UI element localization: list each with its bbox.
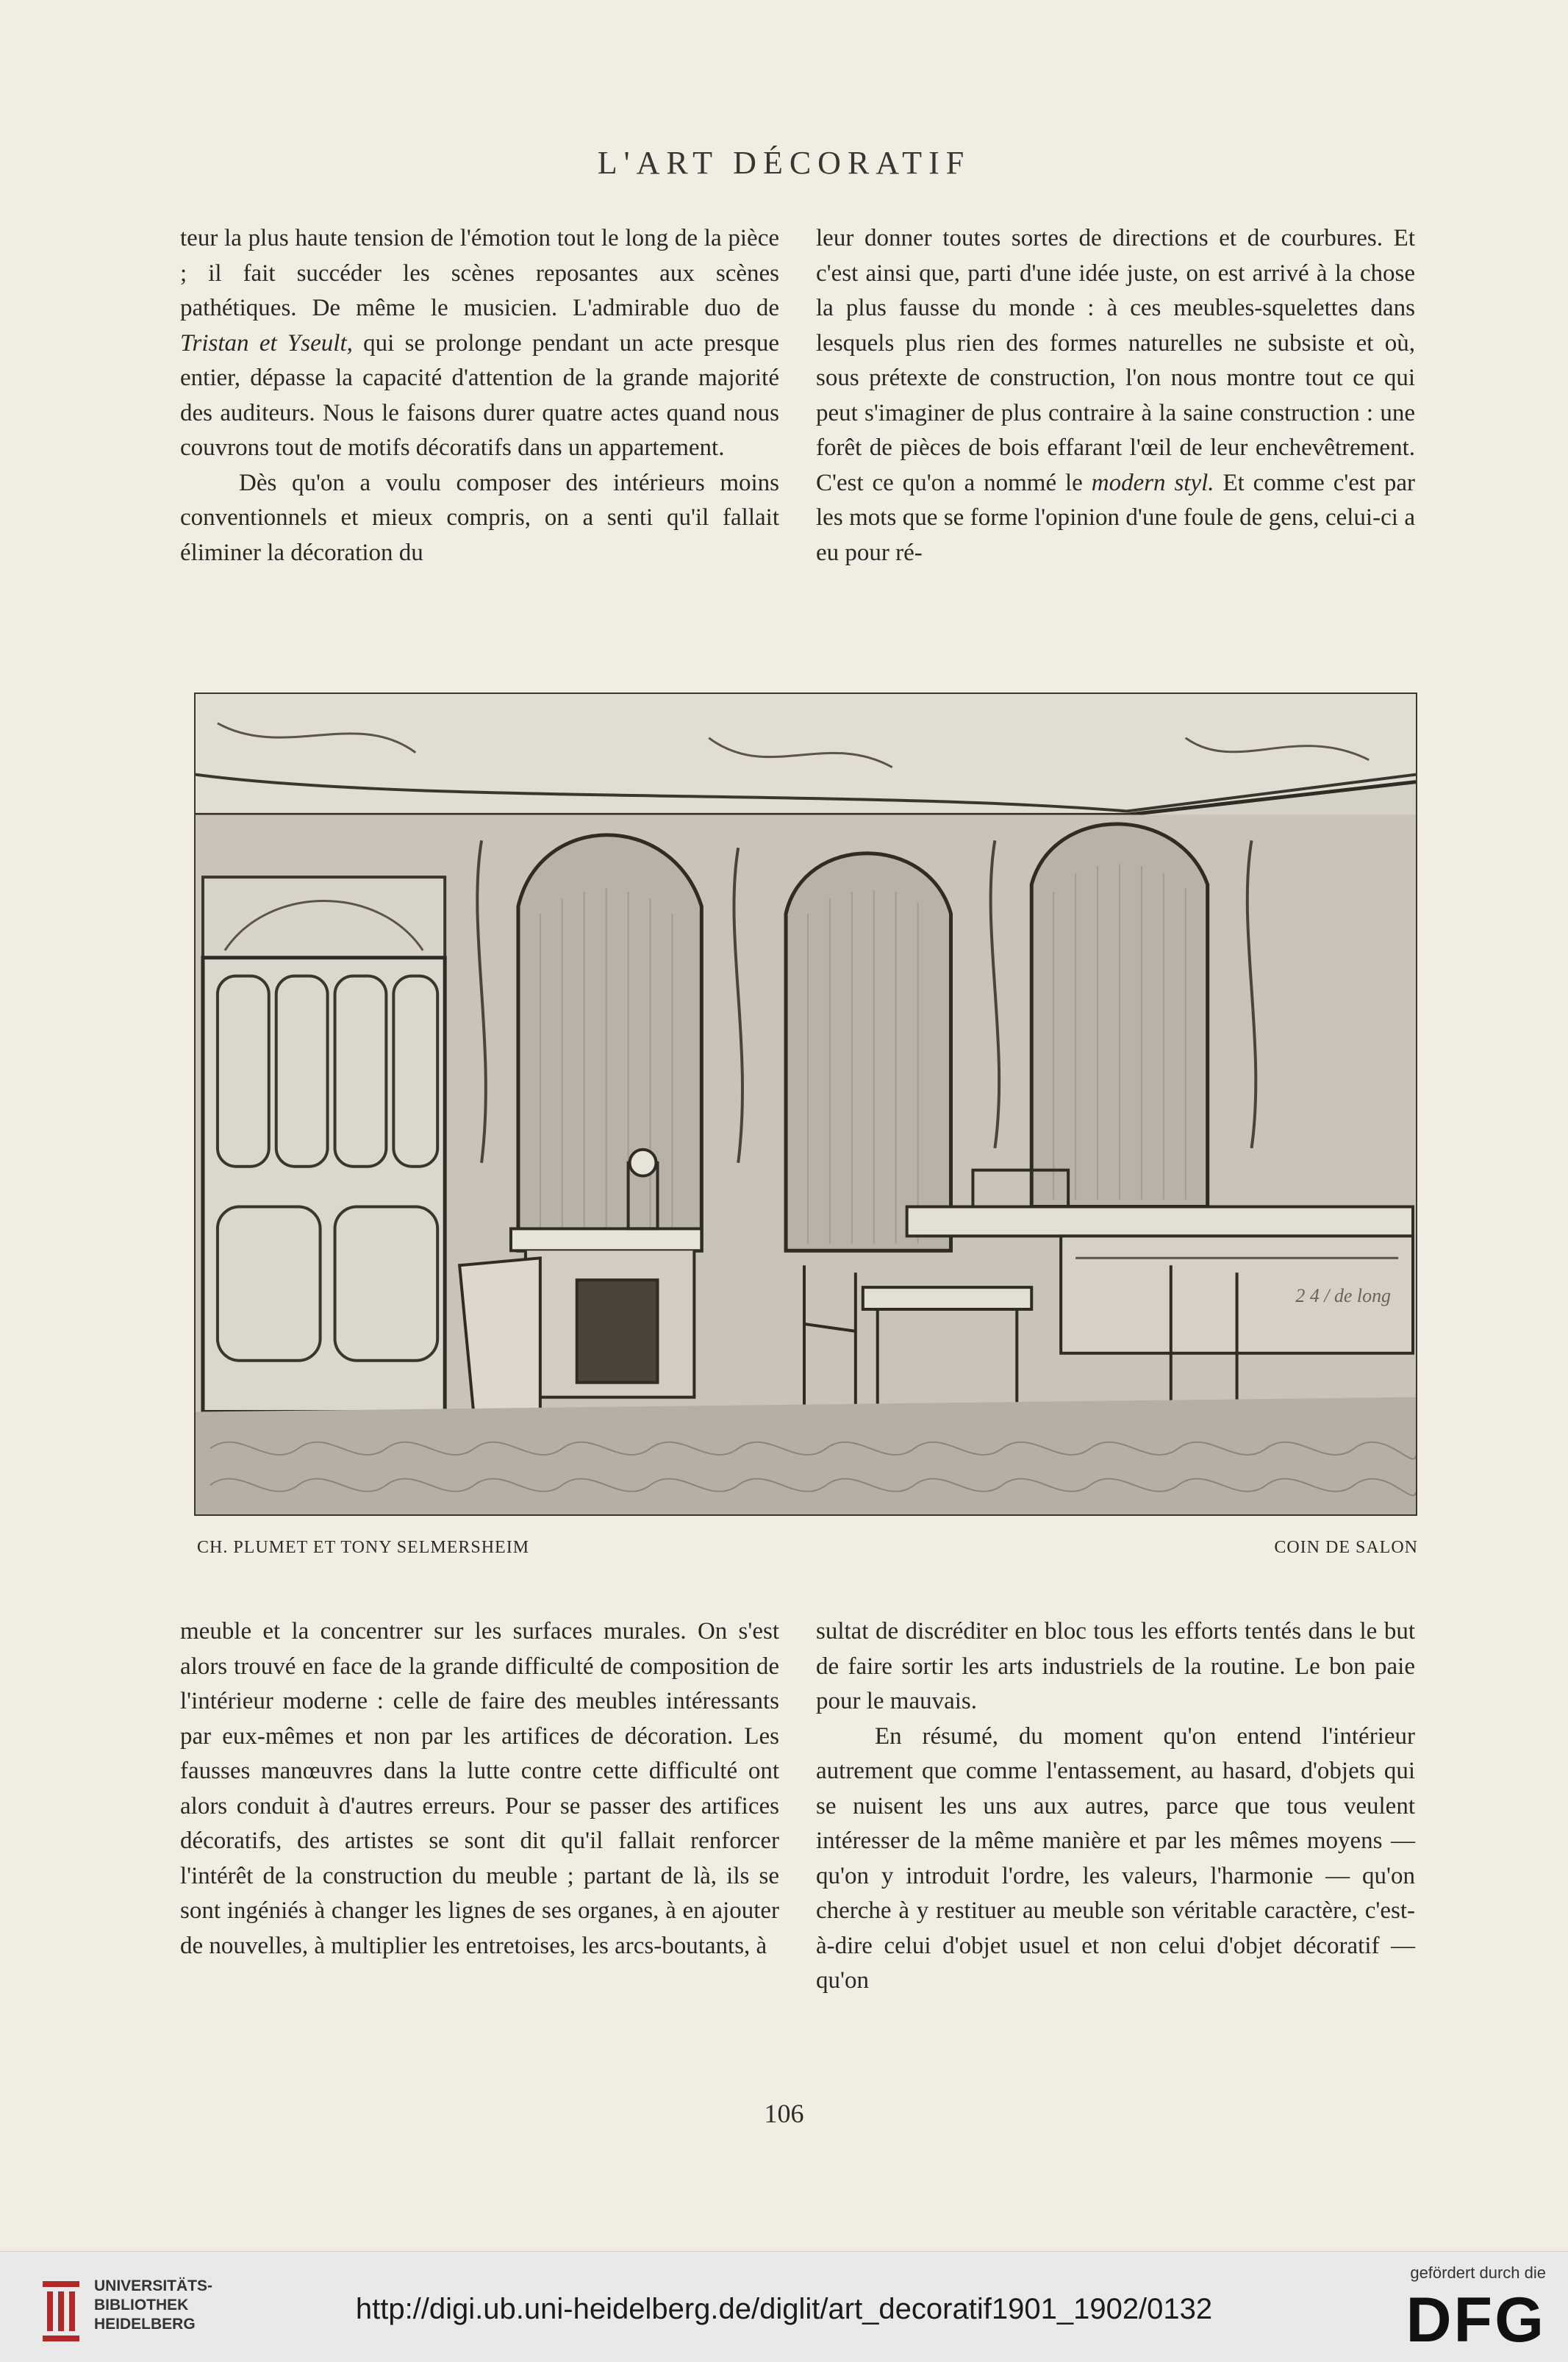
- paragraph: sultat de discréditer en bloc tous les efforts tentés dans le but de faire sortir les arts industriels de la routine. Le bon paie pour le mauvais.: [816, 1618, 1415, 1714]
- text-run: teur la plus haute tension de l'émotion tout le long de la pièce ; il fait succéder les scènes reposantes aux scènes pathétiques. De même le musicien. L'admirable duo de: [180, 225, 779, 321]
- digitization-footer: [0, 2251, 1568, 2362]
- text-run: leur donner toutes sortes de directions et de courbures. Et c'est ainsi que, parti d'une idée juste, on est arrivé à la chose la plus fausse du monde : à ces meubles-squelettes dans lesquels plus rien des formes naturelles ne subsiste et où, sous prétexte de construction, l'on nous montre tout ce qui peut s'imaginer de plus contraire à la saine construction : une forêt de pièces de bois effarant l'œil de leur enchevêtrement. C'est ce qu'on a nommé le: [816, 225, 1415, 496]
- library-name-line: HEIDELBERG: [94, 2316, 196, 2333]
- source-url-link[interactable]: http://digi.ub.uni-heidelberg.de/diglit/art_decoratif1901_1902/0132: [355, 2293, 1213, 2325]
- text-column-top-left: [180, 221, 779, 570]
- figure-caption-title: COIN DE SALON: [1274, 1538, 1418, 1557]
- text-column-top-right: [816, 221, 1415, 570]
- figure-caption-artists: CH. PLUMET ET TONY SELMERSHEIM: [197, 1538, 530, 1557]
- paragraph: Dès qu'on a voulu composer des intérieurs moins conventionnels et mieux compris, on a senti qu'il fallait éliminer la décoration du: [180, 469, 779, 566]
- italic-term: modern styl.: [1091, 469, 1214, 496]
- text-run: qui se prolonge pendant un acte presque entier, dépasse la capacité d'attention de la grande majorité des auditeurs. Nous le faisons durer quatre actes quand nous couvrons tout de motifs décoratifs dans un appartement.: [180, 329, 779, 461]
- salon-engraving: [196, 694, 1416, 1514]
- paragraph: meuble et la concentrer sur les surfaces murales. On s'est alors trouvé en face de la grande difficulté de composition de l'intérieur moderne : celle de faire des meubles intéressants par eux-mêmes et non par les artifices de décoration. Les fausses manœuvres dans la lutte contre cette difficulté ont alors conduit à d'autres erreurs. Pour se passer des artifices décoratifs, des artistes se sont dit qu'il fallait renforcer l'intérêt de la construction du meuble ; partant de là, ils se sont ingéniés à changer les lignes de ses organes, à en ajouter de nouvelles, à multiplier les entretoises, les arcs-boutants, à: [180, 1618, 779, 1959]
- funded-by-label: gefördert durch die: [1410, 2263, 1546, 2282]
- illustration-salon-corner: [194, 693, 1417, 1516]
- italic-title: Tristan et Yseult,: [180, 329, 353, 357]
- paragraph: [180, 221, 779, 466]
- text-column-bottom-right: [816, 1614, 1415, 1999]
- text-run: Et comme c'est par les mots que se forme l'opinion d'une foule de gens, celui-ci a eu pour ré-: [816, 469, 1416, 566]
- text-column-bottom-left: [180, 1614, 779, 1964]
- running-head: L'ART DÉCORATIF: [597, 145, 971, 181]
- paragraph: En résumé, du moment qu'on entend l'intérieur autrement que comme l'entassement, au hasard, d'objets qui se nuisent les uns aux autres, parce que tous veulent intéresser de la même manière et par les mêmes moyens — qu'on y introduit l'ordre, les valeurs, l'harmonie — qu'on cherche à y restituer au meuble son véritable caractère, c'est-à-dire celui d'objet usuel et non celui d'objet décoratif — qu'on: [816, 1722, 1415, 1994]
- library-name-line: BIBLIOTHEK: [94, 2297, 189, 2313]
- paragraph: [816, 221, 1415, 570]
- dfg-logo: DFG: [1406, 2285, 1546, 2355]
- page-number: 106: [764, 2099, 804, 2128]
- pencil-note: 2 4 / de long: [1295, 1285, 1392, 1307]
- library-name-line: UNIVERSITÄTS-: [94, 2277, 213, 2294]
